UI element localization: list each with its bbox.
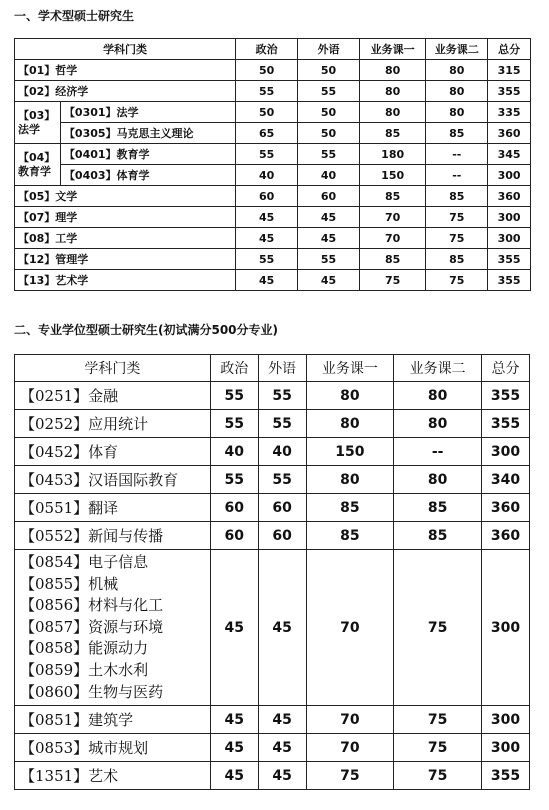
section2-title: 二、专业学位型硕士研究生(初试满分500分专业) bbox=[14, 323, 279, 337]
category-cell: 【0452】体育 bbox=[15, 438, 211, 466]
category-cell: 【0453】汉语国际教育 bbox=[15, 466, 211, 494]
course-1-cell: 180 bbox=[360, 144, 426, 165]
total-cell: 345 bbox=[488, 144, 531, 165]
politics-cell: 60 bbox=[210, 494, 258, 522]
course-2-cell: 80 bbox=[426, 81, 488, 102]
total-cell: 300 bbox=[482, 706, 530, 734]
course-2-cell: 80 bbox=[394, 410, 482, 438]
group-category-cell: 【03】法学 bbox=[15, 102, 61, 144]
category-cell: 【0851】建筑学 bbox=[15, 706, 211, 734]
course-1-cell: 80 bbox=[360, 60, 426, 81]
politics-cell: 55 bbox=[210, 410, 258, 438]
course-1-cell: 150 bbox=[360, 165, 426, 186]
foreign-language-cell: 45 bbox=[298, 228, 360, 249]
politics-cell: 50 bbox=[236, 60, 298, 81]
course-1-cell: 70 bbox=[360, 207, 426, 228]
header-course-1: 业务课一 bbox=[306, 355, 394, 382]
politics-cell: 65 bbox=[236, 123, 298, 144]
header-course-2: 业务课二 bbox=[394, 355, 482, 382]
course-2-cell: 75 bbox=[394, 550, 482, 706]
politics-cell: 55 bbox=[210, 466, 258, 494]
header-total: 总分 bbox=[488, 39, 531, 60]
foreign-language-cell: 55 bbox=[258, 410, 306, 438]
foreign-language-cell: 45 bbox=[258, 706, 306, 734]
course-2-cell: 85 bbox=[394, 522, 482, 550]
course-2-cell: -- bbox=[426, 144, 488, 165]
table-row bbox=[15, 186, 531, 207]
category-line: 【0859】土木水利 bbox=[20, 660, 149, 679]
table-row bbox=[15, 102, 531, 123]
total-cell: 300 bbox=[482, 734, 530, 762]
foreign-language-cell: 40 bbox=[258, 438, 306, 466]
total-cell: 355 bbox=[482, 762, 530, 790]
category-cell: 【07】理学 bbox=[15, 207, 236, 228]
table-row bbox=[15, 410, 530, 438]
category-cell: 【08】工学 bbox=[15, 228, 236, 249]
foreign-language-cell: 60 bbox=[258, 522, 306, 550]
category-cell: 【0301】法学 bbox=[60, 102, 235, 123]
header-course-2: 业务课二 bbox=[426, 39, 488, 60]
category-cell: 【02】经济学 bbox=[15, 81, 236, 102]
table-row bbox=[15, 706, 530, 734]
header-course-1: 业务课一 bbox=[360, 39, 426, 60]
politics-cell: 55 bbox=[236, 249, 298, 270]
course-2-cell: 75 bbox=[394, 706, 482, 734]
politics-cell: 45 bbox=[236, 270, 298, 291]
course-2-cell: 75 bbox=[426, 270, 488, 291]
section1-title: 一、学术型硕士研究生 bbox=[14, 9, 135, 23]
course-1-cell: 80 bbox=[306, 466, 394, 494]
course-1-cell: 150 bbox=[306, 438, 394, 466]
foreign-language-cell: 55 bbox=[258, 466, 306, 494]
course-2-cell: 85 bbox=[426, 249, 488, 270]
table-row bbox=[15, 144, 531, 165]
politics-cell: 40 bbox=[236, 165, 298, 186]
course-1-cell: 80 bbox=[360, 102, 426, 123]
politics-cell: 45 bbox=[210, 550, 258, 706]
foreign-language-cell: 45 bbox=[258, 550, 306, 706]
course-2-cell: 85 bbox=[426, 123, 488, 144]
foreign-language-cell: 55 bbox=[258, 382, 306, 410]
category-cell: 【0401】教育学 bbox=[60, 144, 235, 165]
category-cell: 【0252】应用统计 bbox=[15, 410, 211, 438]
category-cell: 【13】艺术学 bbox=[15, 270, 236, 291]
politics-cell: 55 bbox=[236, 144, 298, 165]
category-cell: 【0853】城市规划 bbox=[15, 734, 211, 762]
course-1-cell: 85 bbox=[306, 522, 394, 550]
course-2-cell: 75 bbox=[394, 762, 482, 790]
foreign-language-cell: 55 bbox=[298, 249, 360, 270]
category-cell: 【12】管理学 bbox=[15, 249, 236, 270]
table-row bbox=[15, 494, 530, 522]
course-1-cell: 70 bbox=[306, 734, 394, 762]
table-row bbox=[15, 550, 530, 706]
foreign-language-cell: 50 bbox=[298, 102, 360, 123]
politics-cell: 45 bbox=[210, 762, 258, 790]
course-2-cell: 85 bbox=[426, 186, 488, 207]
course-1-cell: 85 bbox=[306, 494, 394, 522]
table-row bbox=[15, 466, 530, 494]
category-cell-multi bbox=[15, 550, 211, 706]
foreign-language-cell: 55 bbox=[298, 144, 360, 165]
politics-cell: 45 bbox=[236, 207, 298, 228]
foreign-language-cell: 50 bbox=[298, 60, 360, 81]
header-total: 总分 bbox=[482, 355, 530, 382]
course-1-cell: 75 bbox=[306, 762, 394, 790]
category-line: 【0860】生物与医药 bbox=[20, 682, 164, 701]
foreign-language-cell: 45 bbox=[258, 734, 306, 762]
total-cell: 355 bbox=[488, 81, 531, 102]
table-row bbox=[15, 228, 531, 249]
course-2-cell: 80 bbox=[394, 466, 482, 494]
course-2-cell: 80 bbox=[394, 382, 482, 410]
category-line: 【0855】机械 bbox=[20, 574, 119, 593]
foreign-language-cell: 60 bbox=[298, 186, 360, 207]
course-1-cell: 70 bbox=[306, 550, 394, 706]
politics-cell: 45 bbox=[210, 734, 258, 762]
politics-cell: 50 bbox=[236, 102, 298, 123]
category-line: 【0857】资源与环境 bbox=[20, 617, 164, 636]
category-cell: 【1351】艺术 bbox=[15, 762, 211, 790]
total-cell: 355 bbox=[482, 382, 530, 410]
course-1-cell: 75 bbox=[360, 270, 426, 291]
table-row bbox=[15, 123, 531, 144]
category-line: 【0858】能源动力 bbox=[20, 639, 149, 658]
course-2-cell: -- bbox=[426, 165, 488, 186]
course-1-cell: 70 bbox=[306, 706, 394, 734]
category-cell: 【0552】新闻与传播 bbox=[15, 522, 211, 550]
course-1-cell: 80 bbox=[360, 81, 426, 102]
course-1-cell: 80 bbox=[306, 410, 394, 438]
table-row bbox=[15, 165, 531, 186]
professional-score-table bbox=[14, 354, 530, 790]
foreign-language-cell: 45 bbox=[298, 207, 360, 228]
header-politics: 政治 bbox=[236, 39, 298, 60]
course-1-cell: 80 bbox=[306, 382, 394, 410]
foreign-language-cell: 45 bbox=[298, 270, 360, 291]
category-line: 【0854】电子信息 bbox=[20, 553, 149, 571]
foreign-language-cell: 45 bbox=[258, 762, 306, 790]
foreign-language-cell: 55 bbox=[298, 81, 360, 102]
total-cell: 360 bbox=[482, 522, 530, 550]
foreign-language-cell: 50 bbox=[298, 123, 360, 144]
table-row bbox=[15, 522, 530, 550]
total-cell: 360 bbox=[488, 186, 531, 207]
course-2-cell: -- bbox=[394, 438, 482, 466]
foreign-language-cell: 60 bbox=[258, 494, 306, 522]
politics-cell: 60 bbox=[236, 186, 298, 207]
course-2-cell: 75 bbox=[394, 734, 482, 762]
table-header-row bbox=[15, 39, 531, 60]
table-row bbox=[15, 60, 531, 81]
category-cell: 【01】哲学 bbox=[15, 60, 236, 81]
total-cell: 300 bbox=[488, 228, 531, 249]
category-line: 【0856】材料与化工 bbox=[20, 596, 164, 615]
table-row bbox=[15, 270, 531, 291]
politics-cell: 45 bbox=[236, 228, 298, 249]
course-2-cell: 80 bbox=[426, 60, 488, 81]
total-cell: 300 bbox=[482, 550, 530, 706]
header-politics: 政治 bbox=[210, 355, 258, 382]
total-cell: 360 bbox=[482, 494, 530, 522]
table-row bbox=[15, 762, 530, 790]
header-category: 学科门类 bbox=[15, 39, 236, 60]
politics-cell: 40 bbox=[210, 438, 258, 466]
politics-cell: 60 bbox=[210, 522, 258, 550]
group-category-cell: 【04】教育学 bbox=[15, 144, 61, 186]
table-row bbox=[15, 734, 530, 762]
table-row bbox=[15, 81, 531, 102]
course-2-cell: 85 bbox=[394, 494, 482, 522]
table-header-row bbox=[15, 355, 530, 382]
total-cell: 360 bbox=[488, 123, 531, 144]
politics-cell: 45 bbox=[210, 706, 258, 734]
category-cell: 【05】文学 bbox=[15, 186, 236, 207]
course-1-cell: 85 bbox=[360, 123, 426, 144]
total-cell: 335 bbox=[488, 102, 531, 123]
politics-cell: 55 bbox=[236, 81, 298, 102]
table-row bbox=[15, 249, 531, 270]
category-cell: 【0251】金融 bbox=[15, 382, 211, 410]
course-1-cell: 85 bbox=[360, 186, 426, 207]
course-2-cell: 75 bbox=[426, 207, 488, 228]
header-foreign-language: 外语 bbox=[298, 39, 360, 60]
course-1-cell: 70 bbox=[360, 228, 426, 249]
header-category: 学科门类 bbox=[15, 355, 211, 382]
total-cell: 355 bbox=[488, 270, 531, 291]
table-row bbox=[15, 438, 530, 466]
table-row bbox=[15, 382, 530, 410]
total-cell: 355 bbox=[488, 249, 531, 270]
total-cell: 340 bbox=[482, 466, 530, 494]
total-cell: 300 bbox=[482, 438, 530, 466]
table-row bbox=[15, 207, 531, 228]
category-cell: 【0551】翻译 bbox=[15, 494, 211, 522]
header-foreign-language: 外语 bbox=[258, 355, 306, 382]
foreign-language-cell: 40 bbox=[298, 165, 360, 186]
course-2-cell: 80 bbox=[426, 102, 488, 123]
category-cell: 【0305】马克思主义理论 bbox=[60, 123, 235, 144]
politics-cell: 55 bbox=[210, 382, 258, 410]
course-2-cell: 75 bbox=[426, 228, 488, 249]
total-cell: 300 bbox=[488, 165, 531, 186]
category-cell: 【0403】体育学 bbox=[60, 165, 235, 186]
course-1-cell: 85 bbox=[360, 249, 426, 270]
academic-score-table bbox=[14, 38, 531, 291]
total-cell: 315 bbox=[488, 60, 531, 81]
total-cell: 300 bbox=[488, 207, 531, 228]
total-cell: 355 bbox=[482, 410, 530, 438]
